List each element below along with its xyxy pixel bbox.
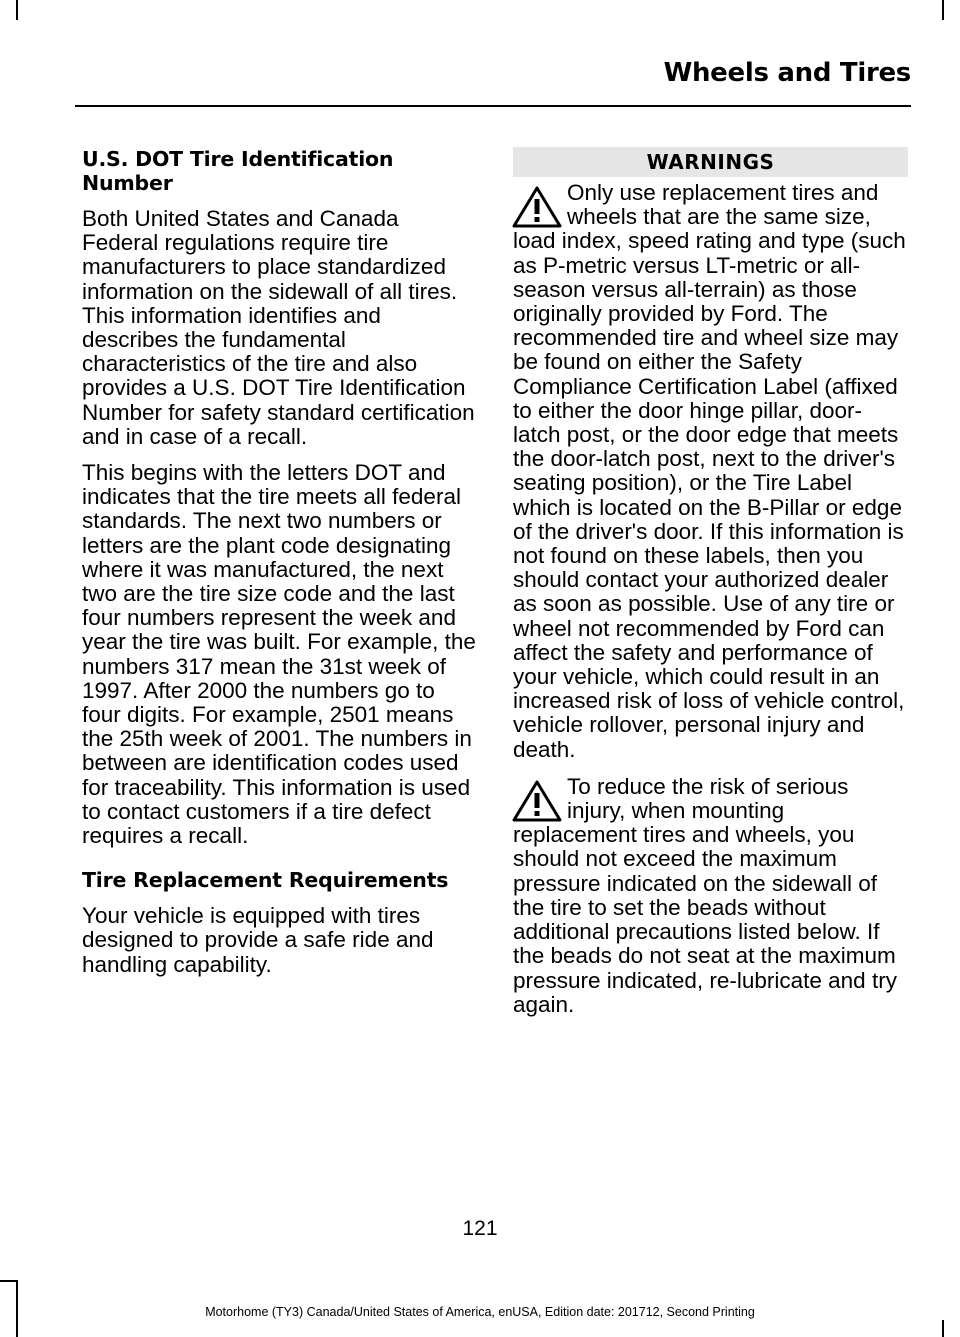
section-heading-dot-tin: U.S. DOT Tire Identification Number <box>82 147 394 195</box>
paragraph-dot-code: This begins with the letters DOT and indicates that the tire meets all federal standards. The next two numbers or letters are the plant code designating where it was manufactured, the next two are the tire size code and the last four numbers represent the week and year the tire was built. For example, the numbers 317 mean the 31st week of 1997. After 2000 the numbers go to four digits. For example, 2501 means the 25th week of 2001. The numbers in between are identification codes used for traceability. This information is used to contact customers if a tire defect requires a recall. <box>82 460 476 849</box>
right-column <box>513 147 908 1030</box>
warning-block-2 <box>513 775 908 1017</box>
warning-triangle-icon <box>511 779 563 823</box>
warning-triangle-icon <box>511 185 563 229</box>
warning-text-1: Only use replacement tires and wheels that are the same size, load index, speed rating and type (such as P-metric versus LT-metric or all-season versus all-terrain) as those originally provided by Ford. The recommended tire and wheel size may be found on either the Safety Compliance Certification Label (affixed to either the door hinge pillar, door-latch post, or the door edge that meets the door-latch post, next to the driver's seating position), or the Tire Label which is located on the B-Pillar or edge of the driver's door. If this information is not found on these labels, then you should contact your authorized dealer as soon as possible. Use of any tire or wheel not recommended by Ford can affect the safety and performance of your vehicle, which could result in an increased risk of loss of vehicle control, vehicle rollover, personal injury and death. <box>513 180 906 762</box>
page-header-title: Wheels and Tires <box>663 58 911 88</box>
left-column <box>82 147 477 989</box>
paragraph-federal-regulations: Both United States and Canada Federal regulations require tire manufacturers to place standardized information on the sidewall of all tires. This information identifies and describes the fundamental characteristics of the tire and also provides a U.S. DOT Tire Identification Number for safety standard certification and in case of a recall. <box>82 206 475 449</box>
crop-mark-top-left <box>16 0 18 20</box>
warning-text-2: To reduce the risk of serious injury, when mounting replacement tires and wheels, you should not exceed the maximum pressure indicated on the sidewall of the tire to set the beads without additional precautions listed below. If the beads do not seat at the maximum pressure indicated, re-lubricate and try again. <box>513 773 897 1017</box>
warnings-title-bar: WARNINGS <box>513 147 908 177</box>
crop-mark-bottom-left-h <box>0 1280 18 1282</box>
section-heading-replacement: Tire Replacement Requirements <box>82 868 449 893</box>
header-rule <box>75 105 911 107</box>
footer-edition: Motorhome (TY3) Canada/United States of America, enUSA, Edition date: 201712, Second Printing <box>205 1305 755 1319</box>
warning-block-1 <box>513 181 908 762</box>
crop-mark-top-right <box>942 0 944 20</box>
page-number: 121 <box>462 1217 498 1240</box>
paragraph-replacement: Your vehicle is equipped with tires designed to provide a safe ride and handling capability. <box>82 903 434 977</box>
crop-mark-bottom-right <box>942 1320 944 1337</box>
